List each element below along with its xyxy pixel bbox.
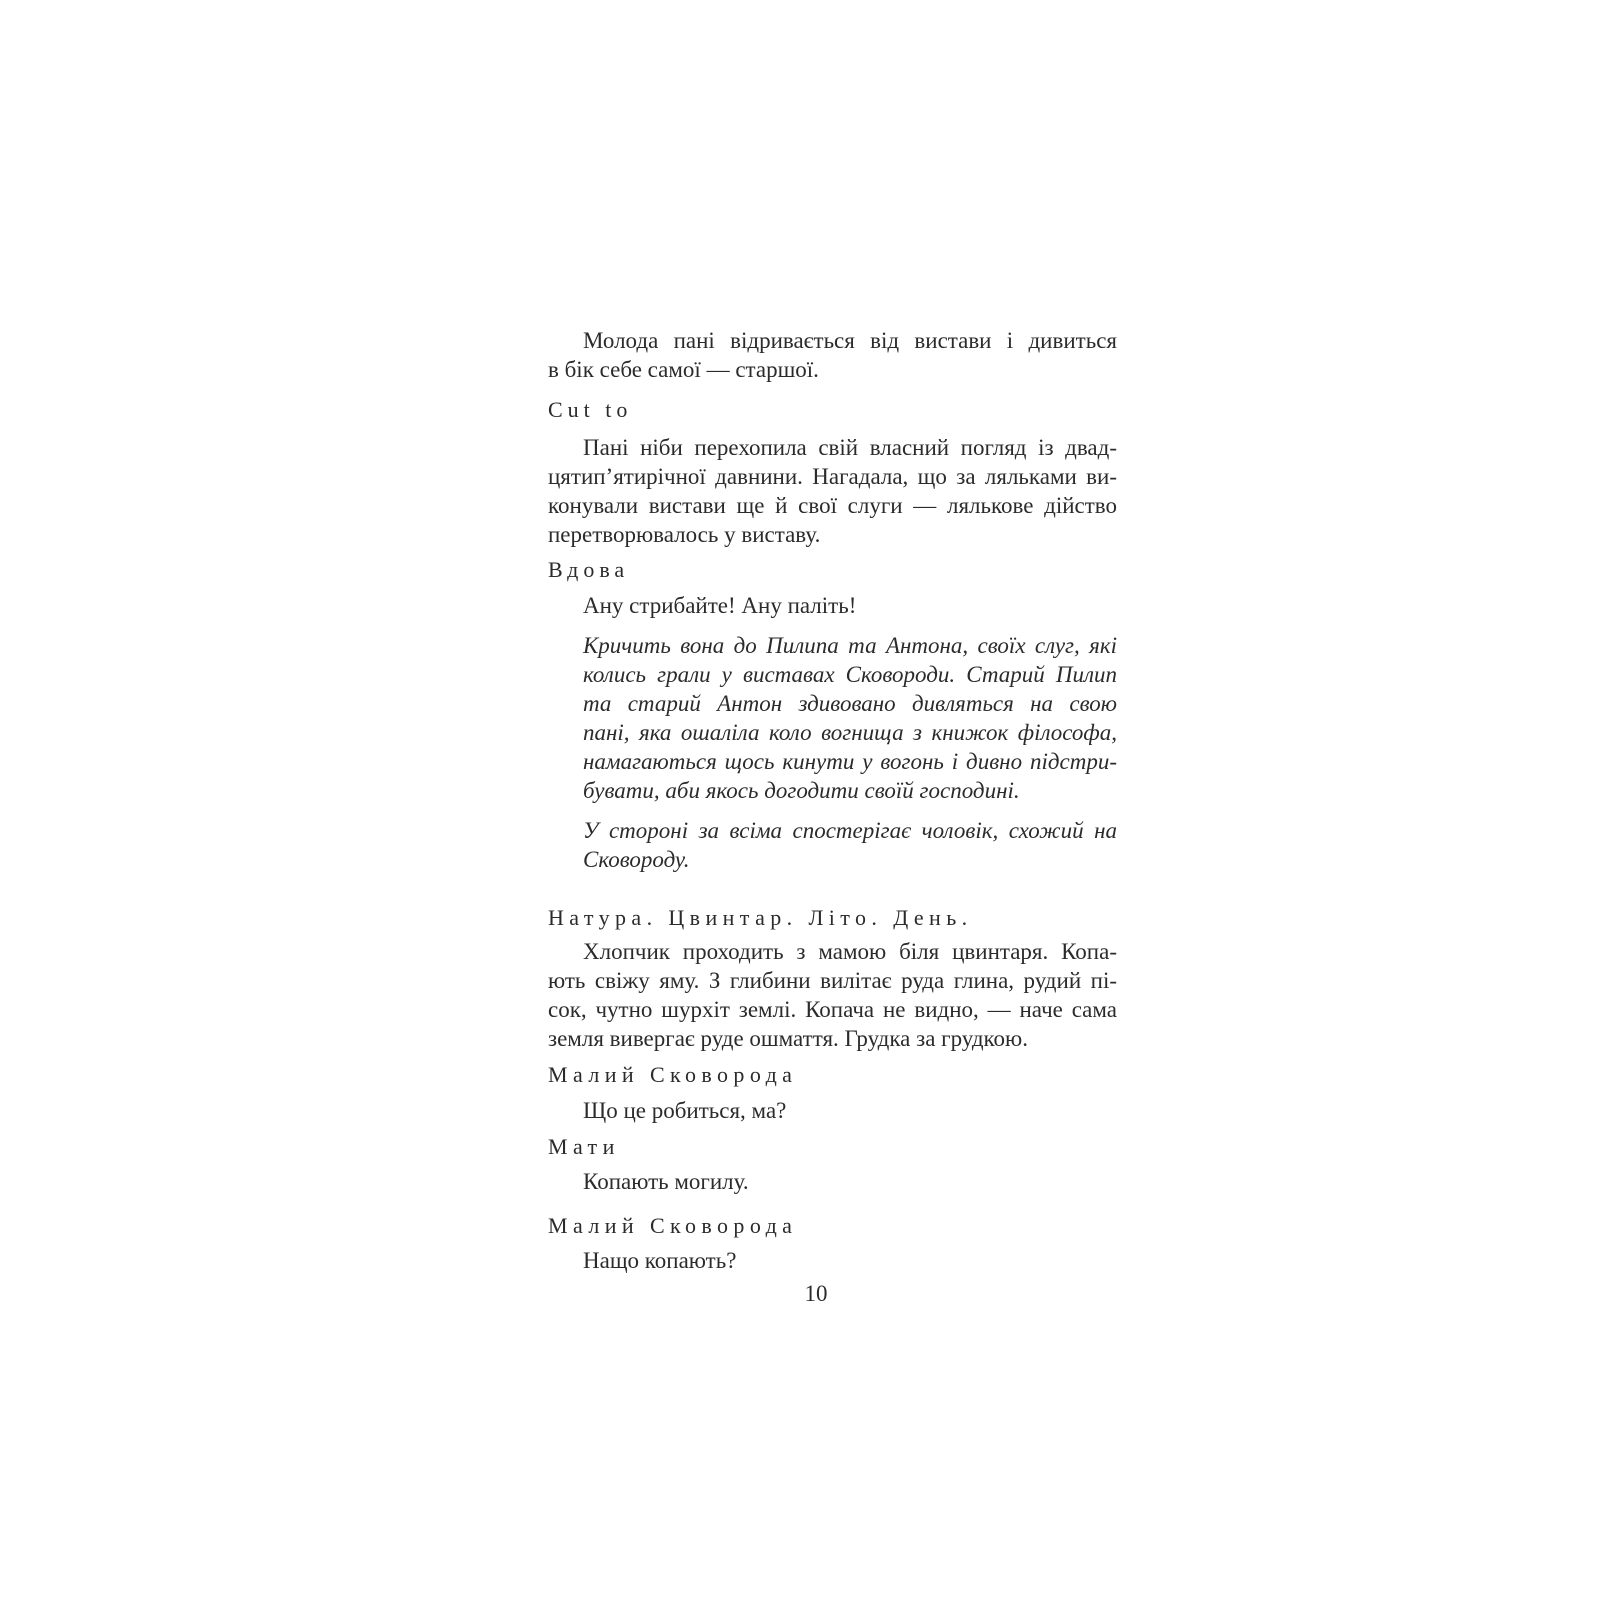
text-line: конували вистави ще й свої слуги — лялькове дійство — [548, 493, 1117, 518]
text-line: намагаються щось кинути у вогонь і дивно підстри- — [583, 749, 1117, 774]
text-line: Пані ніби перехопила свій власний погляд із двад- — [583, 435, 1117, 460]
text-line: бувати, аби якось догодити своїй господині. — [583, 778, 1020, 803]
heading-text: Мати — [548, 1134, 620, 1159]
text-line: У стороні за всіма спостерігає чоловік, схожий на — [583, 818, 1117, 843]
heading-text: Натура. Цвинтар. Літо. День. — [548, 905, 973, 930]
text-line: земля вивергає руде ошмаття. Грудка за грудкою. — [548, 1026, 1028, 1051]
text-line: Копають могилу. — [583, 1169, 749, 1194]
text-line: Що це робиться, ма? — [583, 1098, 787, 1123]
text-line: сок, чутно шурхіт землі. Копача не видно, — наче сама — [548, 997, 1117, 1022]
text-line: Молода пані відривається від вистави і дивиться — [583, 328, 1117, 353]
text-line: колись грали у виставах Сковороди. Старий Пилип — [583, 662, 1117, 687]
text-line: Хлопчик проходить з мамою біля цвинтаря. Копа- — [583, 939, 1117, 964]
text-line: та старий Антон здивовано дивляться на свою — [583, 691, 1117, 716]
text-line: цятип’ятирічної давнини. Нагадала, що за ляльками ви- — [548, 464, 1117, 489]
text-line: в бік себе самої — старшої. — [548, 357, 819, 382]
text-line: перетворювалось у виставу. — [548, 522, 821, 547]
heading-text: Вдова — [548, 557, 630, 582]
text-line: ють свіжу яму. З глибини вилітає руда глина, рудий пі- — [548, 968, 1117, 993]
heading-text: Малий Сковорода — [548, 1213, 798, 1238]
text-line: Кричить вона до Пилипа та Антона, своїх слуг, які — [583, 633, 1117, 658]
text-line: пані, яка ошаліла коло вогнища з книжок філософа, — [583, 720, 1117, 745]
heading-text: Малий Сковорода — [548, 1062, 798, 1087]
heading-text: Cut to — [548, 397, 633, 422]
text-line: Ану стрибайте! Ану паліть! — [583, 593, 857, 618]
text-line: Нащо копають? — [583, 1248, 737, 1273]
text-line: Сковороду. — [583, 847, 690, 872]
page-number: 10 — [804, 1281, 828, 1306]
